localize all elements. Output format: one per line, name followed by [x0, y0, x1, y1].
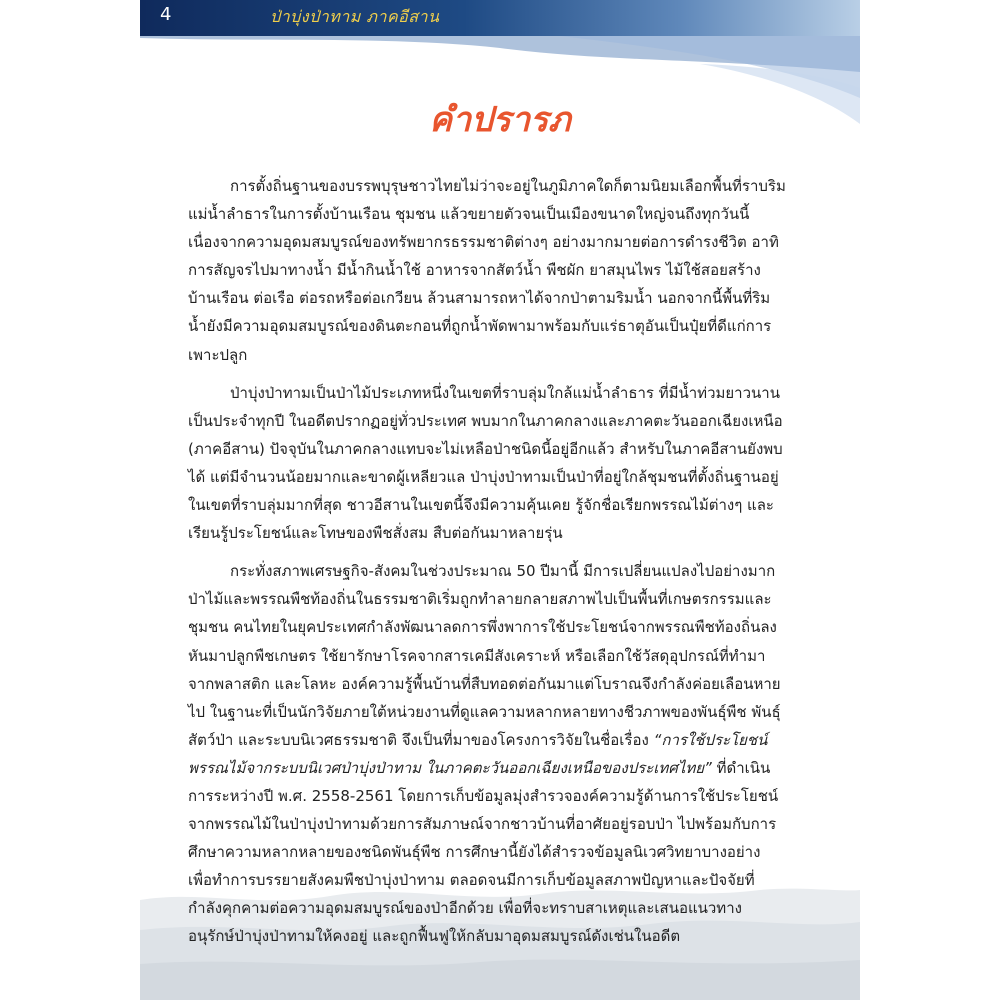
- running-title: ป่าบุ่งป่าทาม ภาคอีสาน: [270, 7, 440, 26]
- paragraph-3: [188, 557, 788, 950]
- paragraph-3-continuation: ที่ดำเนินการระหว่างปี พ.ศ. 2558-2561 โดยการเก็บข้อมูลมุ่งสำรวจองค์ความรู้ด้านการใช้ประโยชน์จากพรรณไม้ในป่าบุ่งป่าทามด้วยการสัมภาษณ์จากชาวบ้านที่อาศัยอยู่รอบป่า ไปพร้อมกับการศึกษาความหลากหลายของชนิดพันธุ์พืช การศึกษานี้ยังได้สำรวจข้อมูลนิเวศวิทยาบางอย่าง เพื่อทำการบรรยายสังคมพืชป่าบุ่งป่าทาม ตลอดจนมีการเก็บข้อมูลสภาพปัญหาและปัจจัยที่กำลังคุกคามต่อความอุดมสมบูรณ์ของป่าอีกด้วย เพื่อที่จะทราบสาเหตุและเสนอแนวทางอนุรักษ์ป่าบุ่งป่าทามให้คงอยู่ และถูกฟื้นฟูให้กลับมาอุดมสมบูรณ์ดังเช่นในอดีต: [188, 758, 779, 946]
- page-title: คำปรารภ: [429, 100, 571, 140]
- paragraph-3-text: กระทั่งสภาพเศรษฐกิจ-สังคมในช่วงประมาณ 50 ปีมานี้ มีการเปลี่ยนแปลงไปอย่างมาก ป่าไม้และพรรณพืชท้องถิ่นในธรรมชาติเริ่มถูกทำลายกลายสภาพไปเป็นพื้นที่เกษตรกรรมและชุมชน คนไทยในยุคประเทศกำลังพัฒนาลดการพึ่งพาการใช้ประโยชน์จากพรรณพืชท้องถิ่นลง หันมาปลูกพืชเกษตร ใช้ยารักษาโรคจากสารเคมีสังเคราะห์ หรือเลือกใช้วัสดุอุปกรณ์ที่ทำมาจากพลาสติก และโลหะ องค์ความรู้พื้นบ้านที่สืบทอดต่อกันมาแต่โบราณจึงกำลังค่อยเลือนหายไป ในฐานะที่เป็นนักวิจัยภายใต้หน่วยงานที่ดูแลความหลากหลายทางชีวภาพของพันธุ์พืช พันธุ์สัตว์ป่า และระบบนิเวศธรรมชาติ จึงเป็นที่มาของโครงการวิจัยในชื่อเรื่อง: [188, 562, 781, 749]
- body-text: [188, 172, 788, 961]
- document-page: [140, 0, 860, 1000]
- paragraph-2: ป่าบุ่งป่าทามเป็นป่าไม้ประเภทหนึ่งในเขตที่ราบลุ่มใกล้แม่น้ำลำธาร ที่มีน้ำท่วมยาวนานเป็นประจำทุกปี ในอดีตปรากฏอยู่ทั่วประเทศ พบมากในภาคกลางและภาคตะวันออกเฉียงเหนือ (ภาคอีสาน) ปัจจุบันในภาคกลางแทบจะไม่เหลือป่าชนิดนี้อยู่อีกแล้ว สำหรับในภาคอีสานยังพบได้ แต่มีจำนวนน้อยมากและขาดผู้เหลียวแล ป่าบุ่งป่าทามเป็นป่าที่อยู่ใกล้ชุมชนที่ตั้งถิ่นฐานอยู่ในเขตที่ราบลุ่มมากที่สุด ชาวอีสานในเขตนี้จึงมีความคุ้นเคย รู้จักชื่อเรียกพรรณไม้ต่างๆ และเรียนรู้ประโยชน์และโทษของพืชสั่งสม สืบต่อกันมาหลายรุ่น: [188, 383, 783, 543]
- page-number: 4: [160, 4, 172, 25]
- project-title-emphasis: “การใช้ประโยชน์พรรณไม้จากระบบนิเวศป่าบุ่งป่าทาม ในภาคตะวันออกเฉียงเหนือของประเทศไทย”: [188, 730, 768, 777]
- paragraph-1: การตั้งถิ่นฐานของบรรพบุรุษชาวไทยไม่ว่าจะอยู่ในภูมิภาคใดก็ตามนิยมเลือกพื้นที่ราบริมแม่น้ำลำธารในการตั้งบ้านเรือน ชุมชน แล้วขยายตัวจนเป็นเมืองขนาดใหญ่จนถึงทุกวันนี้ เนื่องจากความอุดมสมบูรณ์ของทรัพยากรธรรมชาติต่างๆ อย่างมากมายต่อการดำรงชีวิต อาทิ การสัญจรไปมาทางน้ำ มีน้ำกินน้ำใช้ อาหารจากสัตว์น้ำ พืชผัก ยาสมุนไพร ไม้ใช้สอยสร้างบ้านเรือน ต่อเรือ ต่อรถหรือต่อเกวียน ล้วนสามารถหาได้จากป่าตามริมน้ำ นอกจากนี้พื้นที่ริมน้ำยังมีความอุดมสมบูรณ์ของดินตะกอนที่ถูกน้ำพัดพามาพร้อมกับแร่ธาตุอันเป็นปุ๋ยที่ดีแก่การเพาะปลูก: [188, 177, 786, 364]
